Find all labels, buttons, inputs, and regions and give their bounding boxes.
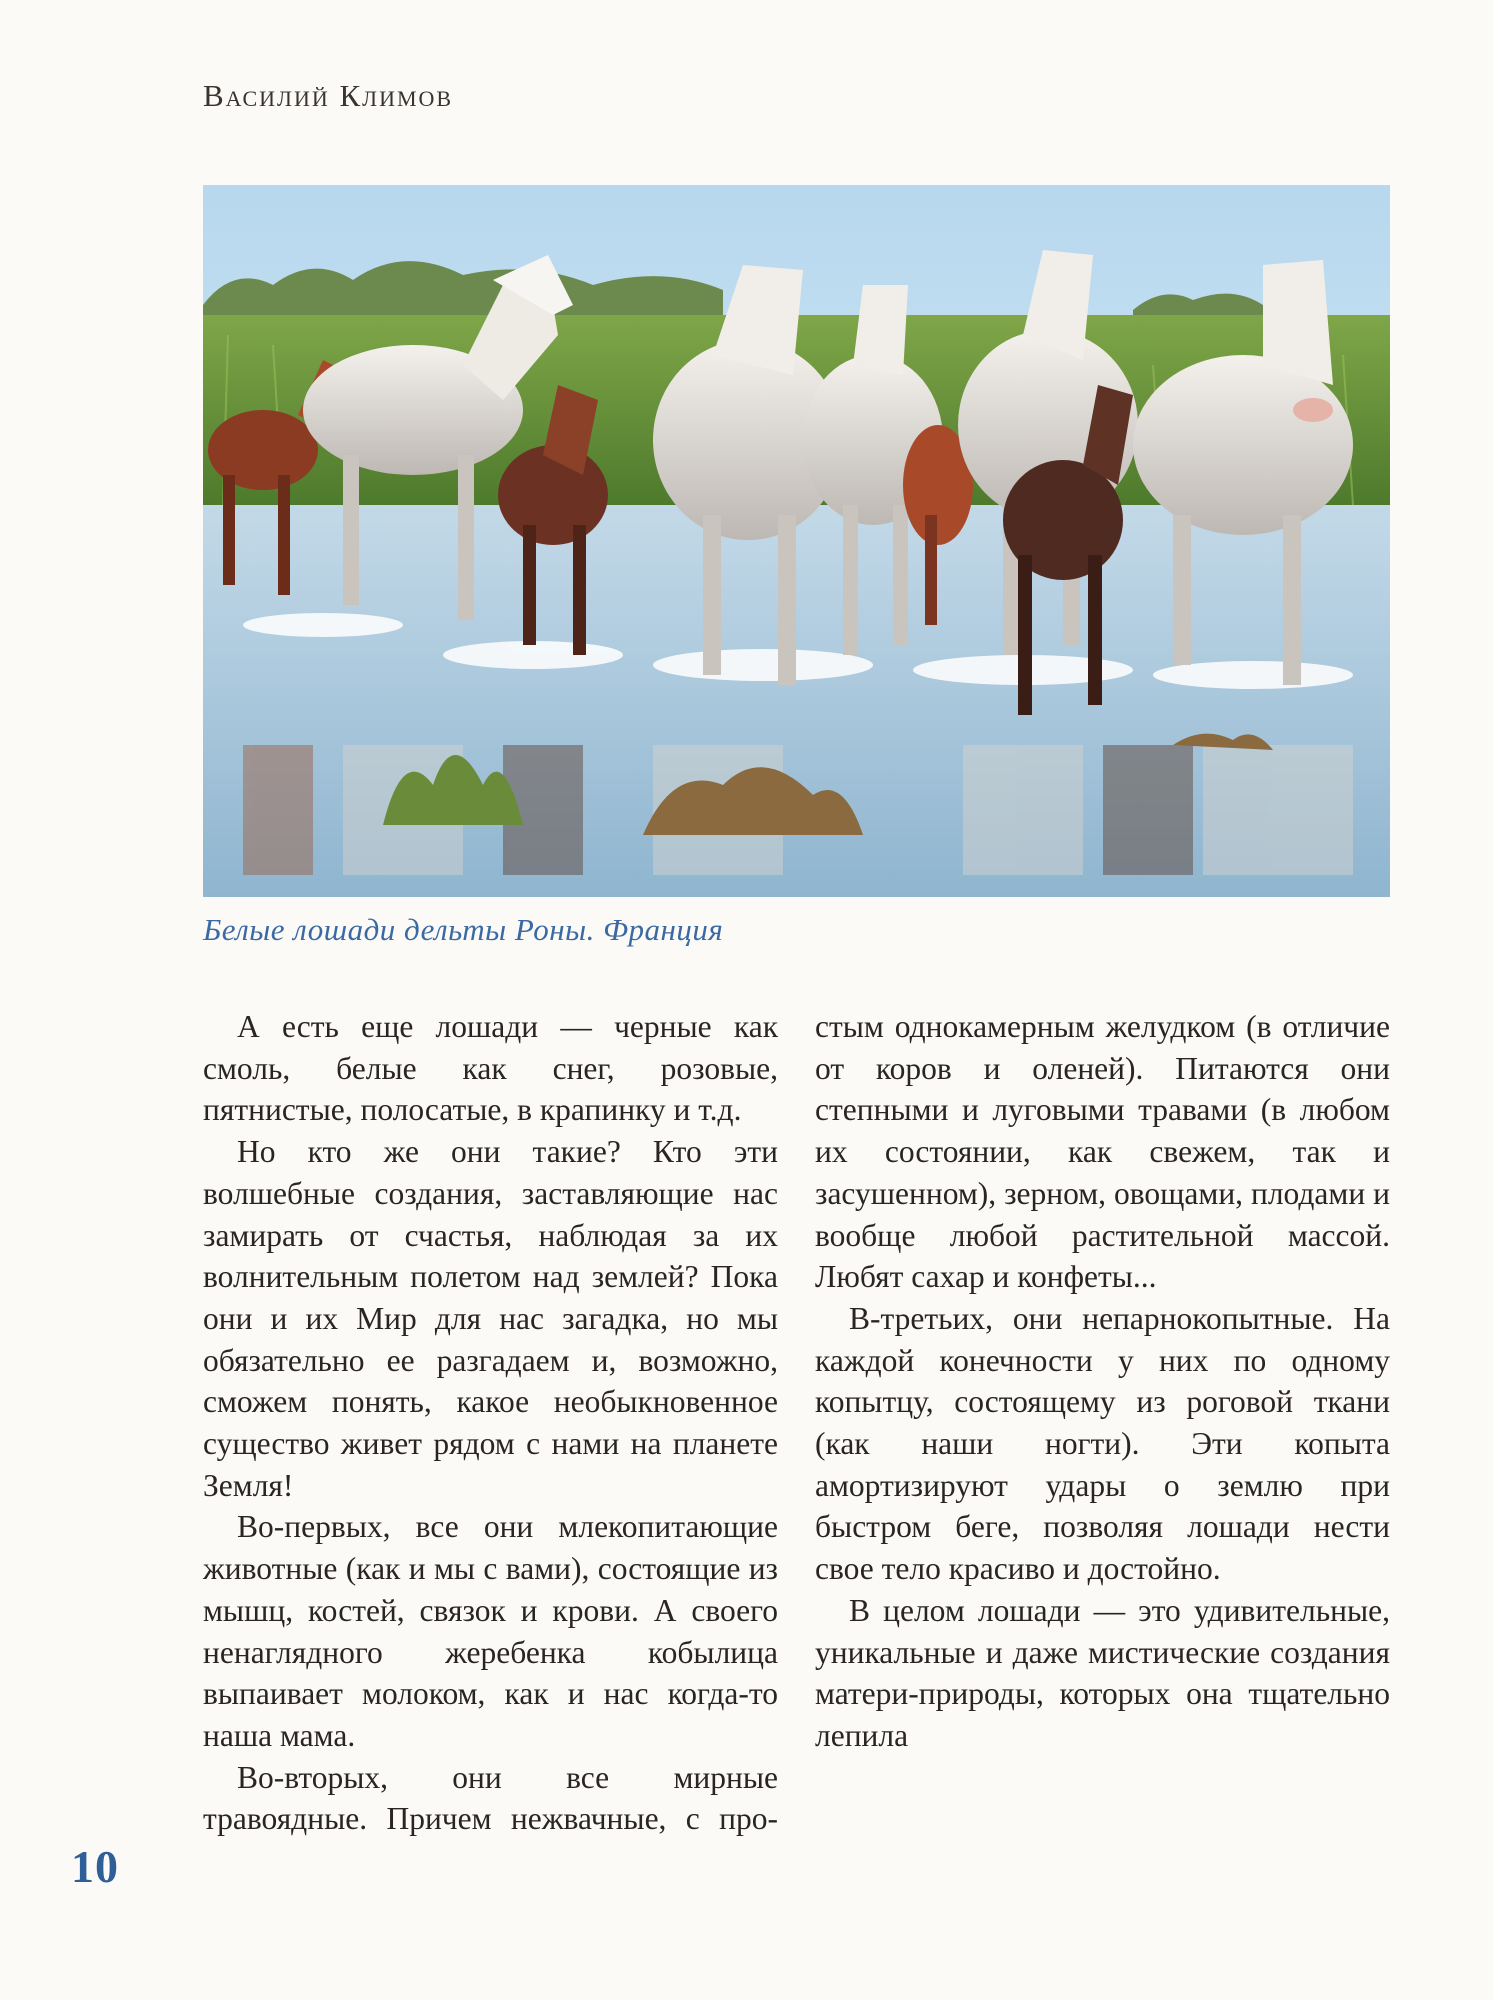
- running-header-author: Василий Климов: [203, 78, 454, 113]
- paragraph: стым однокамерным желудком (в отличие от коров и оленей). Питаются они степными и луговыми травами (в любом их состоянии, как свежем, так и засушенном), зерном, овощами, плодами и вообще любой растительной массой. Любят сахар и конфеты...: [815, 1009, 1390, 1295]
- paragraph: Но кто же они такие? Кто эти волшебные создания, заставляющие нас замирать от счастья, наблюдая за их волнительным полетом над землей? Пока они и их Мир для нас загадка, но мы обязательно ее разгадаем и, возможно, сможем понять, какое необыкновенное существо живет рядом с нами на планете Земля!: [203, 1134, 778, 1503]
- paragraph: В-третьих, они непарнокопытные. На каждой конечности у них по одному копытцу, состоящему из роговой ткани (как наши ногти). Эти копыта амортизируют удары о землю при быстром беге, позволяя лошади нести свое тело красиво и достойно.: [815, 1300, 1390, 1587]
- paragraph: Во-вторых, они все мирные травоядные. Причем нежвачные, с про-: [203, 1759, 778, 1837]
- page-number: 10: [71, 1841, 119, 1892]
- left-text-column: [203, 1006, 778, 1840]
- right-text-column: [815, 1006, 1390, 1757]
- horses-photo: [203, 185, 1390, 897]
- photo-caption: Белые лошади дельты Роны. Франция: [203, 912, 724, 947]
- paragraph: В целом лошади — это удивительные, уникальные и даже мистические создания матери-природы, которых она тщательно лепила: [815, 1592, 1390, 1753]
- paragraph: Во-первых, все они млекопитающие животные (как и мы с вами), состоящие из мышц, костей, связок и крови. А своего ненаглядного жеребенка кобылица выпаивает молоком, как и нас когда-то наша мама.: [203, 1509, 778, 1753]
- paragraph: А есть еще лошади — черные как смоль, белые как снег, розовые, пятнистые, полосатые, в крапинку и т.д.: [203, 1009, 778, 1128]
